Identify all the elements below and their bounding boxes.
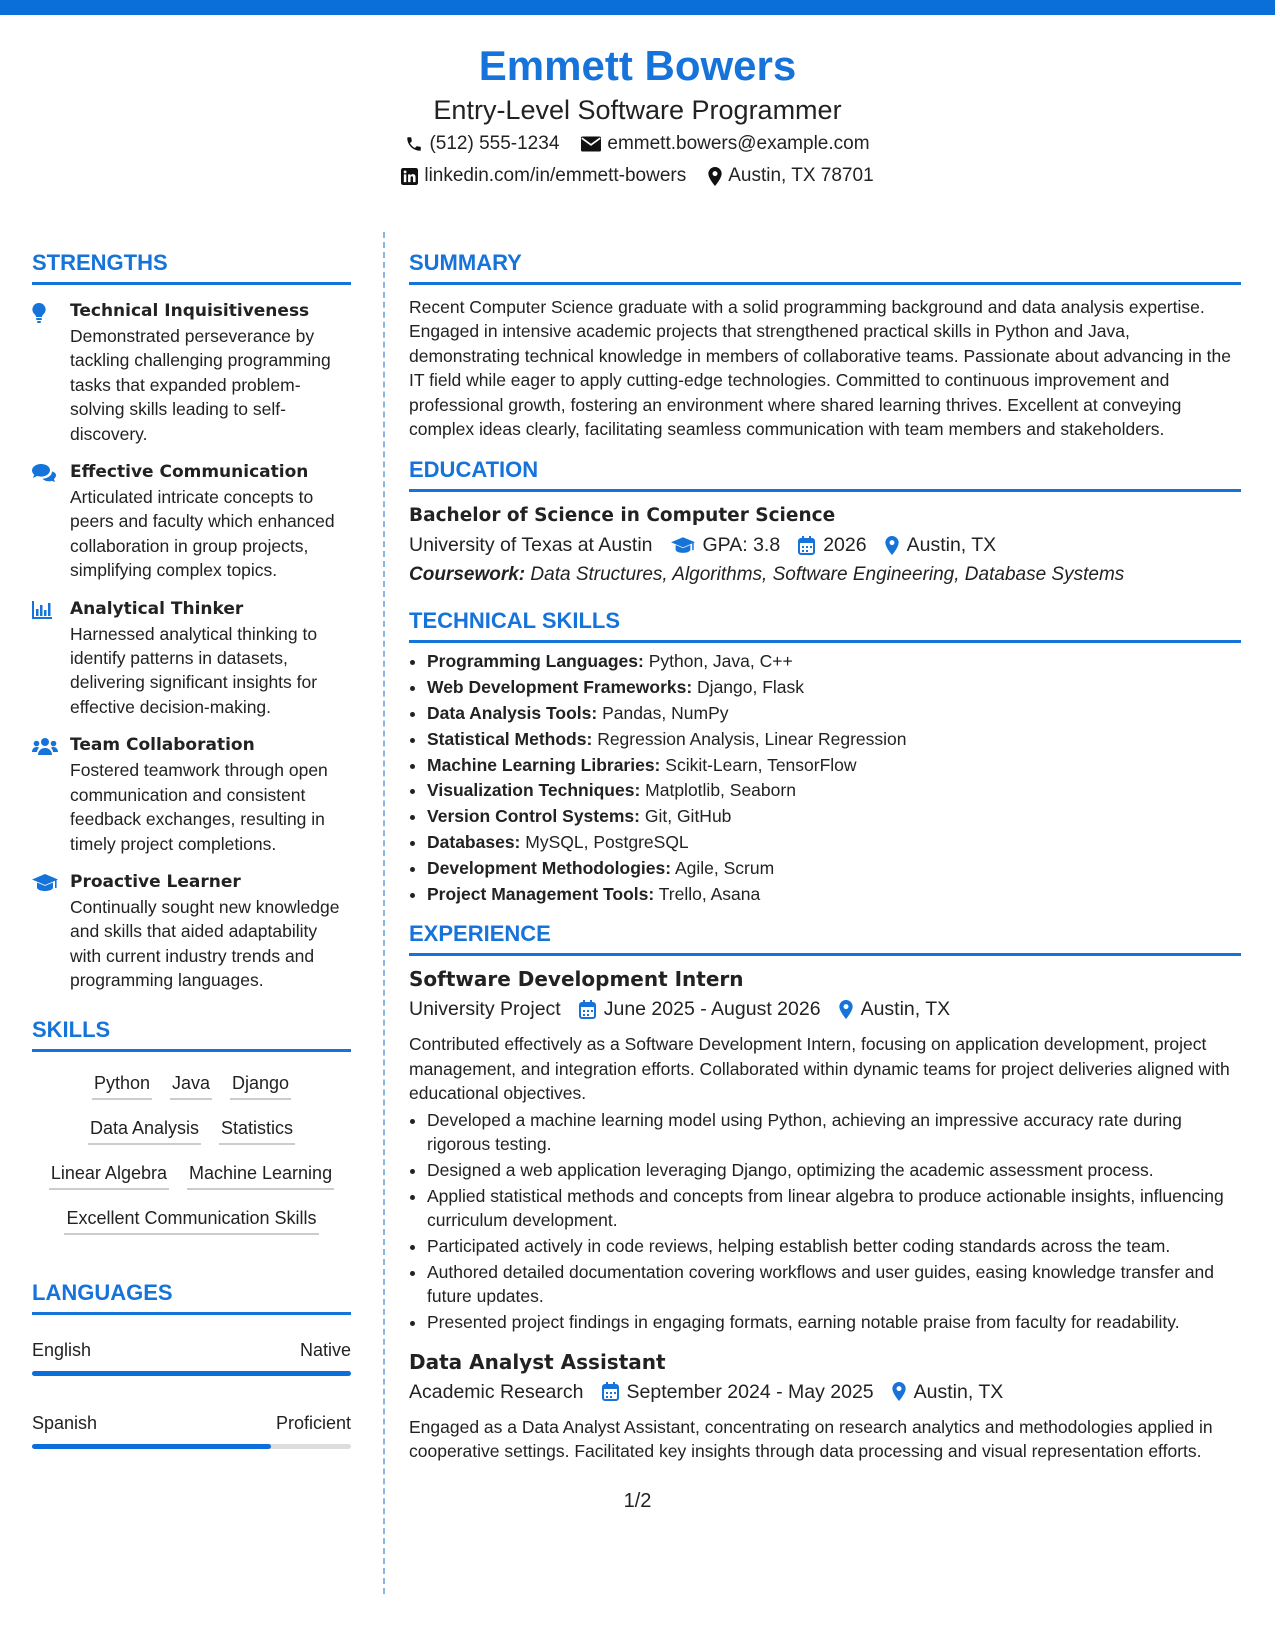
job-meta	[409, 1377, 1241, 1407]
education-heading: EDUCATION	[409, 455, 1241, 492]
experience-entry	[409, 964, 1241, 1334]
contact-email	[581, 128, 869, 160]
strength-desc: Articulated intricate concepts to peers and faculty which enhanced collaboration in group projects, simplifying complex topics.	[70, 487, 335, 581]
phone-icon	[405, 135, 423, 153]
strength-item	[32, 733, 351, 856]
coursework-text: Data Structures, Algorithms, Software Engineering, Database Systems	[530, 564, 1125, 586]
users-icon	[32, 733, 70, 856]
technical-skills-heading: TECHNICAL SKILLS	[409, 606, 1241, 643]
job-description: Contributed effectively as a Software Development Intern, focusing on application development, project management, and integration efforts. Collaborated within dynamic teams for project deliveries aligned with educational objectives.	[409, 1034, 1230, 1104]
strength-title: Team Collaboration	[70, 735, 255, 756]
skill-chip: Excellent Communication Skills	[64, 1205, 318, 1235]
list-item: • Developed a machine learning model using Python, achieving an impressive accuracy rate during rigorous testing.	[427, 1108, 1241, 1157]
contact-linkedin	[401, 160, 686, 192]
strength-desc: Fostered teamwork through open communication and consistent feedback exchanges, resulting in timely project completions.	[70, 760, 328, 854]
resume-header	[0, 40, 1275, 192]
strength-desc: Harnessed analytical thinking to identify patterns in datasets, delivering significant insights for effective decision-making.	[70, 623, 318, 717]
strength-item	[32, 460, 351, 583]
strengths-list	[32, 299, 351, 993]
skill-row	[32, 1070, 351, 1115]
skill-chip: Statistics	[219, 1115, 295, 1145]
map-pin-icon	[839, 1000, 853, 1019]
language-bar	[32, 1371, 351, 1376]
skills-list	[32, 1070, 351, 1250]
graduation-cap-icon	[32, 870, 70, 993]
education-coursework	[409, 560, 1241, 590]
job-description: Engaged as a Data Analyst Assistant, concentrating on research analytics and methodologies applied in cooperative settings. Facilitated key insights through data processing and visual representation efforts.	[409, 1416, 1213, 1462]
language-bar	[32, 1444, 351, 1449]
strength-title: Effective Communication	[70, 462, 309, 483]
contact-line-1	[0, 128, 1275, 160]
summary-text: Recent Computer Science graduate with a solid programming background and data analysis expertise. Engaged in intensive academic projects that strengthened practical skills in Python and Java, demonstrating technical knowledge in members of collaborative teams. Passionate about advancing in the IT field while eager to apply cutting-edge technologies. Committed to continuous improvement and professional growth, fostering an environment where shared learning thrives. Excellent at conveying complex ideas clearly, facilitating seamless communication with team members and stakeholders.	[409, 297, 1232, 440]
skill-chip: Django	[230, 1070, 291, 1100]
list-item: • Data Analysis Tools: Pandas, NumPy	[427, 701, 1241, 727]
list-item: • Databases: MySQL, PostgreSQL	[427, 830, 1241, 856]
language-bar-fill	[32, 1444, 271, 1449]
contact-line-2	[0, 160, 1275, 192]
list-item: • Visualization Techniques: Matplotlib, Seaborn	[427, 778, 1241, 804]
strength-item	[32, 597, 351, 720]
technical-skills-list	[409, 649, 1241, 907]
candidate-title: Entry-Level Software Programmer	[433, 95, 842, 125]
job-org: University Project	[409, 998, 561, 1021]
skill-row	[32, 1205, 351, 1250]
list-item: • Project Management Tools: Trello, Asana	[427, 882, 1241, 908]
list-item: • Web Development Frameworks: Django, Flask	[427, 675, 1241, 701]
languages-heading: LANGUAGES	[32, 1278, 351, 1315]
top-accent-bar	[0, 0, 1275, 15]
linkedin-text[interactable]: linkedin.com/in/emmett-bowers	[424, 165, 687, 186]
education-meta	[409, 530, 1241, 560]
language-level: Proficient	[275, 1412, 351, 1433]
skill-row	[32, 1115, 351, 1160]
education-degree: Bachelor of Science in Computer Science	[409, 505, 836, 527]
list-item: • Presented project findings in engaging formats, earning notable praise from faculty for readability.	[427, 1310, 1241, 1334]
column-divider	[383, 232, 385, 1594]
map-pin-icon	[885, 536, 899, 555]
list-item: • Machine Learning Libraries: Scikit-Learn, TensorFlow	[427, 753, 1241, 779]
language-name: Spanish	[32, 1412, 98, 1433]
list-item: • Designed a web application leveraging Django, optimizing the academic assessment process.	[427, 1158, 1241, 1182]
envelope-icon	[581, 136, 601, 152]
list-item: • Statistical Methods: Regression Analysis, Linear Regression	[427, 727, 1241, 753]
location-text: Austin, TX 78701	[728, 165, 874, 186]
calendar-icon	[798, 536, 815, 555]
list-item: • Participated actively in code reviews, helping establish better coding standards across the team.	[427, 1234, 1241, 1258]
experience-entry	[409, 1347, 1241, 1464]
strength-item	[32, 299, 351, 446]
education-year: 2026	[823, 534, 867, 557]
language-item	[32, 1410, 351, 1449]
list-item: • Applied statistical methods and concepts from linear algebra to produce actionable insights, influencing curriculum development.	[427, 1184, 1241, 1233]
language-name: English	[32, 1339, 92, 1360]
bar-chart-icon	[32, 597, 70, 720]
list-item: • Development Methodologies: Agile, Scrum	[427, 856, 1241, 882]
calendar-icon	[602, 1382, 619, 1401]
languages-list	[32, 1337, 351, 1449]
right-column	[409, 248, 1241, 1464]
job-title: Data Analyst Assistant	[409, 1349, 666, 1374]
graduation-cap-icon	[671, 537, 695, 554]
language-bar-fill	[32, 1371, 351, 1376]
email-text[interactable]: emmett.bowers@example.com	[607, 133, 870, 154]
skill-chip: Data Analysis	[88, 1115, 201, 1145]
job-title: Software Development Intern	[409, 967, 744, 992]
comments-icon	[32, 460, 70, 583]
skill-row	[32, 1160, 351, 1205]
strength-desc: Demonstrated perseverance by tackling challenging programming tasks that expanded problem-solving skills leading to self-discovery.	[70, 326, 331, 444]
education-location: Austin, TX	[906, 534, 997, 557]
linkedin-icon	[401, 168, 418, 185]
job-bullets	[409, 1108, 1241, 1335]
job-dates: June 2025 - August 2026	[603, 998, 821, 1021]
skill-chip: Machine Learning	[187, 1160, 334, 1190]
calendar-icon	[579, 1000, 596, 1019]
lightbulb-icon	[32, 299, 70, 446]
strength-title: Analytical Thinker	[70, 598, 244, 619]
map-pin-icon	[708, 167, 722, 186]
strength-desc: Continually sought new knowledge and skills that aided adaptability with current industry trends and programming languages.	[70, 896, 340, 991]
education-gpa: GPA: 3.8	[702, 534, 781, 557]
left-column	[32, 248, 351, 1483]
education-school: University of Texas at Austin	[409, 534, 653, 557]
job-org: Academic Research	[409, 1380, 584, 1403]
skills-heading: SKILLS	[32, 1015, 351, 1052]
strength-title: Proactive Learner	[70, 871, 241, 892]
strength-item	[32, 870, 351, 993]
contact-location	[708, 160, 873, 192]
page-number: 1/2	[623, 1490, 652, 1512]
map-pin-icon	[892, 1382, 906, 1401]
job-location: Austin, TX	[860, 998, 951, 1021]
skill-chip: Python	[92, 1070, 152, 1100]
summary-heading: SUMMARY	[409, 248, 1241, 285]
experience-heading: EXPERIENCE	[409, 919, 1241, 956]
phone-text[interactable]: (512) 555-1234	[429, 133, 560, 154]
coursework-label: Coursework:	[409, 564, 526, 586]
language-item	[32, 1337, 351, 1376]
strength-title: Technical Inquisitiveness	[70, 301, 310, 321]
job-location: Austin, TX	[913, 1380, 1004, 1403]
skill-chip: Linear Algebra	[49, 1160, 169, 1190]
job-dates: September 2024 - May 2025	[626, 1380, 874, 1403]
list-item: • Version Control Systems: Git, GitHub	[427, 804, 1241, 830]
language-level: Native	[299, 1339, 351, 1360]
list-item: • Authored detailed documentation covering workflows and user guides, easing knowledge transfer and future updates.	[427, 1260, 1241, 1309]
list-item: • Programming Languages: Python, Java, C++	[427, 649, 1241, 675]
job-meta	[409, 994, 1241, 1024]
skill-chip: Java	[170, 1070, 212, 1100]
strengths-heading: STRENGTHS	[32, 248, 351, 285]
contact-phone	[405, 128, 559, 160]
candidate-name: Emmett Bowers	[478, 42, 797, 89]
